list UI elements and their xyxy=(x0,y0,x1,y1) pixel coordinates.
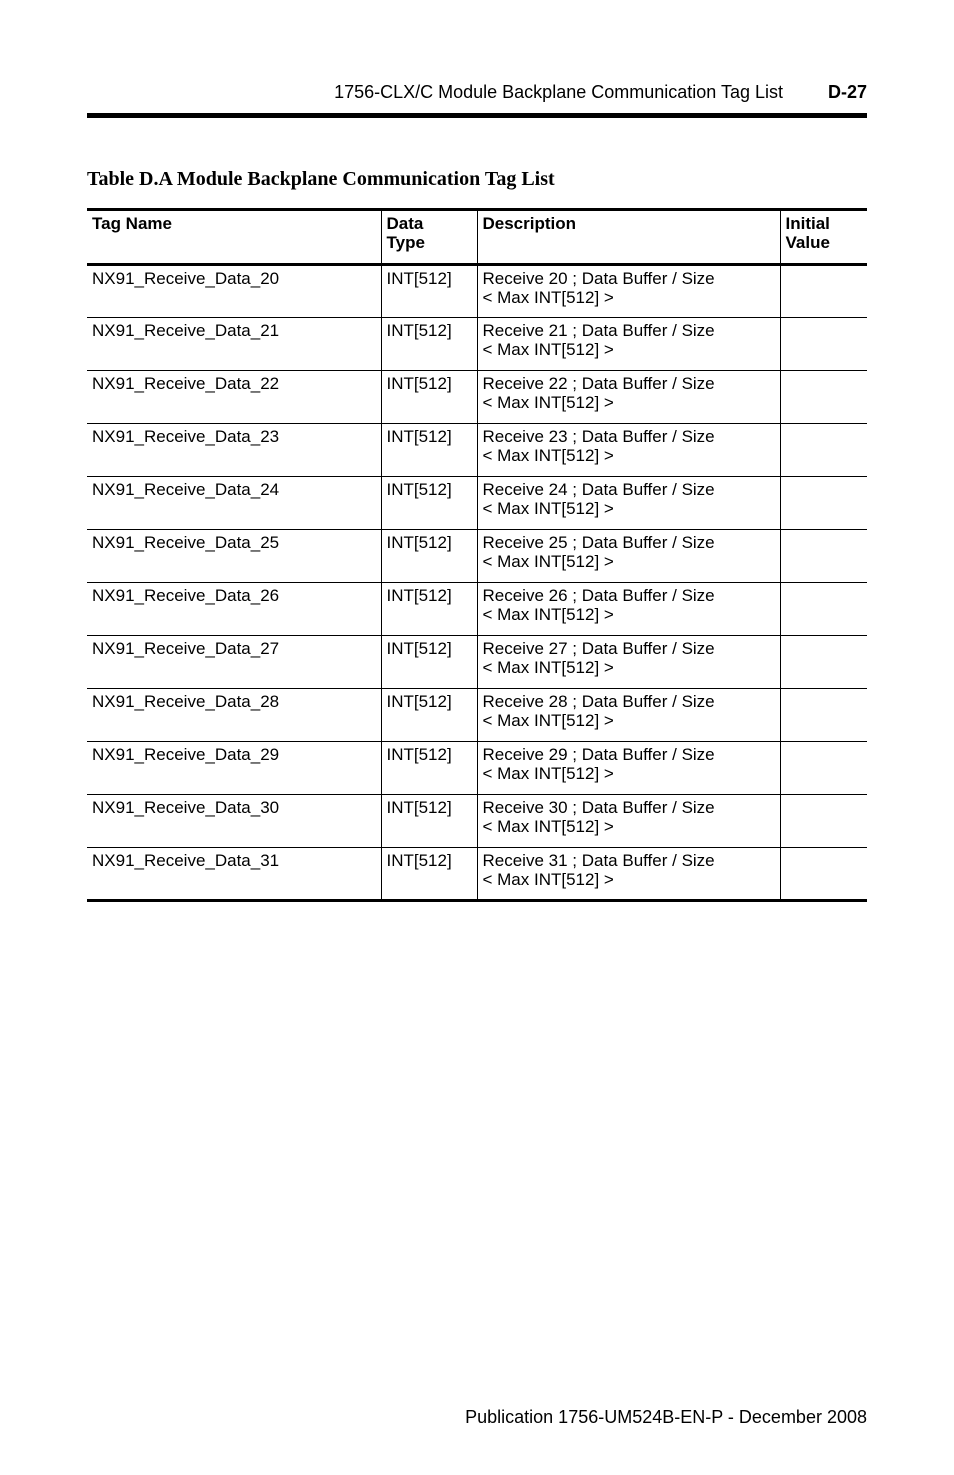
description-cell xyxy=(477,636,780,689)
column-header-initial-value xyxy=(780,210,867,265)
initial-value-cell xyxy=(780,371,867,424)
description-line: < Max INT[512] > xyxy=(482,658,614,677)
description-cell xyxy=(477,265,780,318)
tag-name-cell: NX91_Receive_Data_25 xyxy=(87,530,381,583)
tag-name-cell: NX91_Receive_Data_20 xyxy=(87,265,381,318)
table-row xyxy=(87,424,867,477)
description-line: Receive 25 ; Data Buffer / Size xyxy=(482,533,715,552)
header-title: 1756-CLX/C Module Backplane Communication Tag List xyxy=(334,82,783,102)
header-rule xyxy=(87,113,867,118)
table-row xyxy=(87,530,867,583)
table-row xyxy=(87,265,867,318)
data-type-cell: INT[512] xyxy=(381,636,477,689)
tag-name-cell: NX91_Receive_Data_31 xyxy=(87,848,381,901)
publication-footer: Publication 1756-UM524B-EN-P - December 2008 xyxy=(465,1407,867,1427)
description-line: < Max INT[512] > xyxy=(482,711,614,730)
data-type-cell: INT[512] xyxy=(381,424,477,477)
table-row xyxy=(87,848,867,901)
description-line: Receive 26 ; Data Buffer / Size xyxy=(482,586,715,605)
description-line: Receive 22 ; Data Buffer / Size xyxy=(482,374,715,393)
data-type-cell: INT[512] xyxy=(381,689,477,742)
description-line: < Max INT[512] > xyxy=(482,340,614,359)
running-header xyxy=(87,80,867,106)
description-line: < Max INT[512] > xyxy=(482,817,614,836)
column-header-description xyxy=(477,210,780,265)
description-line: Receive 31 ; Data Buffer / Size xyxy=(482,851,715,870)
table-caption: Table D.A Module Backplane Communication Tag List xyxy=(87,168,555,190)
initial-value-cell xyxy=(780,318,867,371)
description-cell xyxy=(477,530,780,583)
tag-name-cell: NX91_Receive_Data_21 xyxy=(87,318,381,371)
description-line: Receive 23 ; Data Buffer / Size xyxy=(482,427,715,446)
column-header-line: Type xyxy=(386,233,425,252)
description-line: < Max INT[512] > xyxy=(482,288,614,307)
data-type-cell: INT[512] xyxy=(381,795,477,848)
initial-value-cell xyxy=(780,265,867,318)
data-type-cell: INT[512] xyxy=(381,318,477,371)
description-cell xyxy=(477,795,780,848)
page-number: D-27 xyxy=(827,82,867,102)
initial-value-cell xyxy=(780,689,867,742)
description-line: < Max INT[512] > xyxy=(482,499,614,518)
description-line: < Max INT[512] > xyxy=(482,870,614,889)
initial-value-cell xyxy=(780,848,867,901)
description-line: < Max INT[512] > xyxy=(482,552,614,571)
data-type-cell: INT[512] xyxy=(381,265,477,318)
description-line: Receive 28 ; Data Buffer / Size xyxy=(482,692,715,711)
column-header-data-type xyxy=(381,210,477,265)
description-cell xyxy=(477,689,780,742)
description-line: < Max INT[512] > xyxy=(482,446,614,465)
description-cell xyxy=(477,742,780,795)
column-header-line: Description xyxy=(482,214,577,233)
description-line: Receive 30 ; Data Buffer / Size xyxy=(482,798,715,817)
initial-value-cell xyxy=(780,424,867,477)
data-type-cell: INT[512] xyxy=(381,530,477,583)
description-line: Receive 20 ; Data Buffer / Size xyxy=(482,269,715,288)
description-cell xyxy=(477,583,780,636)
tag-name-cell: NX91_Receive_Data_26 xyxy=(87,583,381,636)
table-row xyxy=(87,636,867,689)
description-cell xyxy=(477,424,780,477)
tag-name-cell: NX91_Receive_Data_23 xyxy=(87,424,381,477)
description-cell xyxy=(477,371,780,424)
table-row xyxy=(87,583,867,636)
tag-list-table xyxy=(87,208,867,902)
description-cell xyxy=(477,848,780,901)
column-header-line: Tag Name xyxy=(92,214,172,233)
initial-value-cell xyxy=(780,742,867,795)
description-line: Receive 24 ; Data Buffer / Size xyxy=(482,480,715,499)
data-type-cell: INT[512] xyxy=(381,742,477,795)
tag-name-cell: NX91_Receive_Data_27 xyxy=(87,636,381,689)
table-row xyxy=(87,477,867,530)
description-cell xyxy=(477,477,780,530)
tag-name-cell: NX91_Receive_Data_24 xyxy=(87,477,381,530)
description-line: Receive 29 ; Data Buffer / Size xyxy=(482,745,715,764)
description-line: < Max INT[512] > xyxy=(482,393,614,412)
column-header-tag-name xyxy=(87,210,381,265)
data-type-cell: INT[512] xyxy=(381,371,477,424)
column-header-line: Data xyxy=(386,214,424,233)
initial-value-cell xyxy=(780,530,867,583)
description-line: Receive 27 ; Data Buffer / Size xyxy=(482,639,715,658)
tag-name-cell: NX91_Receive_Data_29 xyxy=(87,742,381,795)
description-line: < Max INT[512] > xyxy=(482,605,614,624)
table-row xyxy=(87,795,867,848)
table-body xyxy=(87,265,867,901)
data-type-cell: INT[512] xyxy=(381,848,477,901)
table-row xyxy=(87,742,867,795)
description-line: < Max INT[512] > xyxy=(482,764,614,783)
table-row xyxy=(87,689,867,742)
table-row xyxy=(87,371,867,424)
column-header-line: Value xyxy=(785,233,830,252)
description-cell xyxy=(477,318,780,371)
data-type-cell: INT[512] xyxy=(381,583,477,636)
table-row xyxy=(87,318,867,371)
description-line: Receive 21 ; Data Buffer / Size xyxy=(482,321,715,340)
tag-name-cell: NX91_Receive_Data_30 xyxy=(87,795,381,848)
column-header-line: Initial xyxy=(785,214,830,233)
initial-value-cell xyxy=(780,636,867,689)
tag-name-cell: NX91_Receive_Data_22 xyxy=(87,371,381,424)
data-type-cell: INT[512] xyxy=(381,477,477,530)
table-header-row xyxy=(87,210,867,265)
tag-name-cell: NX91_Receive_Data_28 xyxy=(87,689,381,742)
initial-value-cell xyxy=(780,583,867,636)
initial-value-cell xyxy=(780,477,867,530)
initial-value-cell xyxy=(780,795,867,848)
